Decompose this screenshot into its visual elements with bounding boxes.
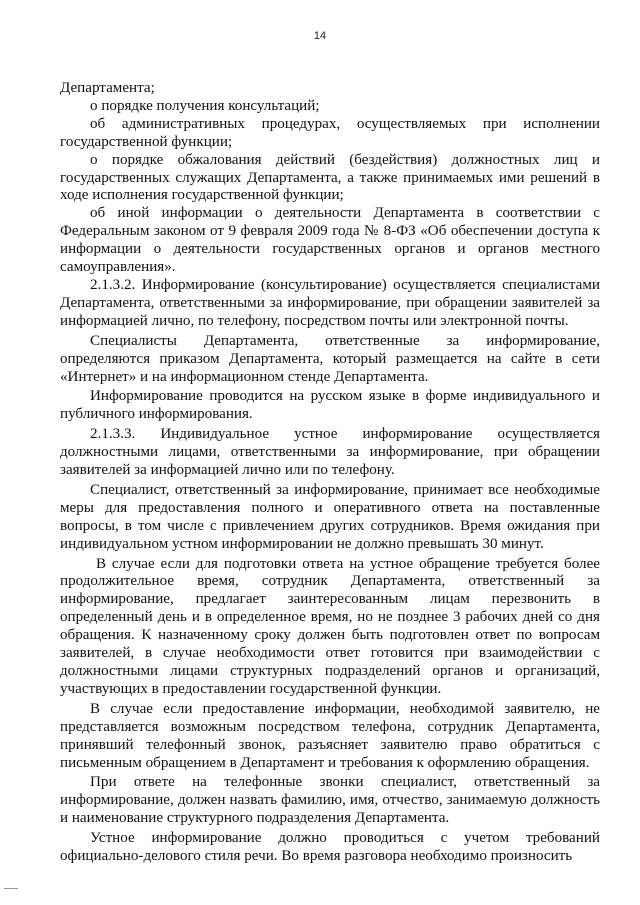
paragraph: о порядке получения консультаций; [90,97,320,114]
paragraph: В случае если для подготовки ответа на устное обращение требуется более продолжительное время, сотрудник Департамента, ответственный за информирование, предлагает заинтересованным лицам перезвонить в определенный день и в определенное время, но не позднее 3 рабочих дней со дня обращения. К назначенному сроку должен быть подготовлен ответ по вопросам заявителей, в случае необходимости ответ готовится при взаимодействии с должностными лицами структурных подразделений органов и организаций, участвующих в предоставлении государственной функции. [60,555,600,697]
paragraph: В случае если предоставление информации, необходимой заявителю, не представляется возможным посредством телефона, сотрудник Департамента, принявший телефонный звонок, разъясняет заявителю право обратиться с письменным обращением в Департамент и требования к оформлению обращения. [60,700,600,771]
paragraph: При ответе на телефонные звонки специалист, ответственный за информирование, должен назвать фамилию, имя, отчество, занимаемую должность и наименование структурного подразделения Департамента. [60,774,600,827]
paragraph: Департамента; [60,80,155,96]
paragraph: Информирование проводится на русском языке в форме индивидуального и публичного информирования. [60,388,600,423]
paragraph: 2.1.3.2. Информирование (консультирование) осуществляется специалистами Департамента, ответственными за информирование, при обращении заявителей за информацией лично, по телефону, посредством почты или электронной почты. [60,276,600,329]
paragraph: об административных процедурах, осуществляемых при исполнении государственной функции; [60,115,600,150]
paragraph: Устное информирование должно проводиться с учетом требований официально-делового стиля речи. Во время разговора необходимо произносить [60,830,600,865]
paragraph: об иной информации о деятельности Департамента в соответствии с Федеральным законом от 9 февраля 2009 года № 8-ФЗ «Об обеспечении доступа к информации о деятельности государственных органов и органов местного самоуправления». [60,205,600,276]
paragraph: о порядке обжалования действий (бездействия) должностных лиц и государственных служащих Департамента, а также принимаемых ими решений в ходе исполнения государственной функции; [60,151,600,204]
page-number: 14 [313,30,327,42]
document-body [60,80,600,866]
paragraph: Специалист, ответственный за информирование, принимает все необходимые меры для предоставления полного и оперативного ответа на поставленные вопросы, в том числе с привлечением других сотрудников. Время ожидания при индивидуальном устном информировании не должно превышать 30 минут. [60,481,600,552]
paragraph: Специалисты Департамента, ответственные за информирование, определяются приказом Департамента, который размещается на сайте в сети «Интернет» и на информационном стенде Департамента. [60,332,600,385]
paragraph: 2.1.3.3. Индивидуальное устное информирование осуществляется должностными лицами, ответственными за информирование, при обращении заявителей за информацией лично или по телефону. [60,426,600,479]
scan-mark [4,888,18,889]
